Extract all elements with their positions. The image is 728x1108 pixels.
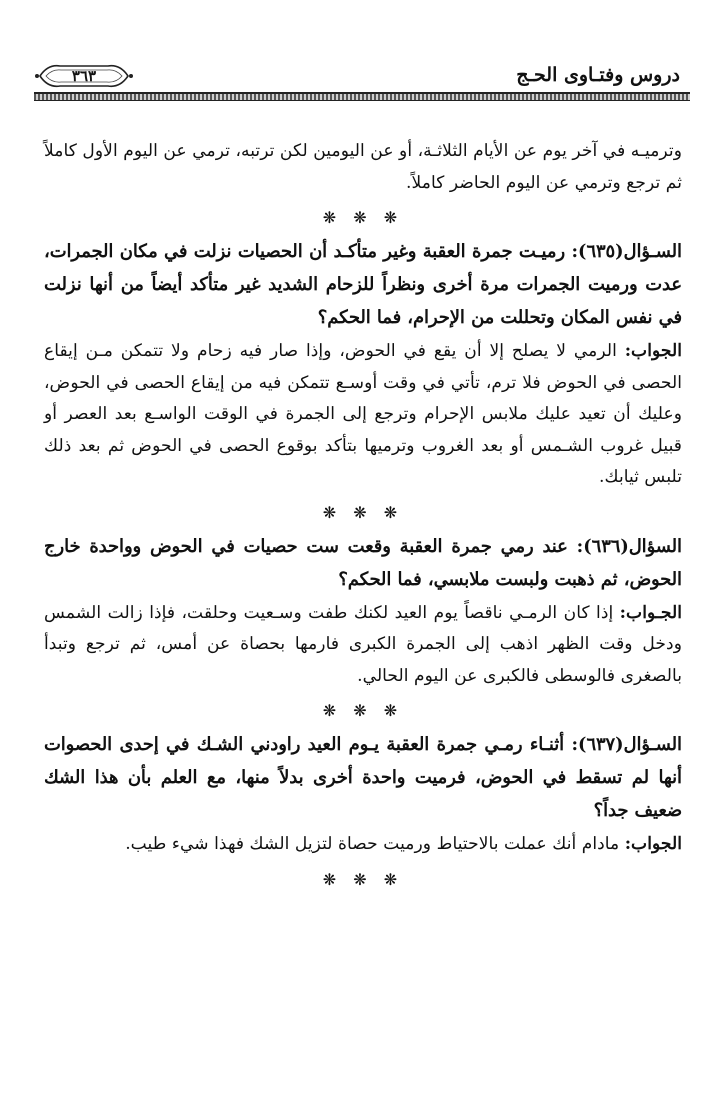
question-637-text: أثنـاء رمـي جمرة العقبة يـوم العيد راودني الشـك في إحدى الحصوات أنها لم تسقط في الحوض، فرميت واحدة أخرى بدلاً منها، مع العلم بأن هذا الشك ضعيف جداً؟ <box>44 734 682 821</box>
answer-635 <box>44 336 682 494</box>
question-635-label: السـؤال(٦٣٥): <box>571 241 682 262</box>
section-separator: ❋ ❋ ❋ <box>322 701 404 720</box>
answer-635-text: الرمي لا يصلح إلا أن يقع في الحوض، وإذا صار فيه زحام ولا تتمكن مـن إيقاع الحصى في الحوض فلا ترم، تأتي في وقت أوسـع تتمكن فيه من إيقاع الحصى في الحوض، وعليك أن تعيد عليك ملابس الإحرام وترجع إلى الجمرة في الوقت الواسـع بعد العصر أو قبيل غروب الشـمس أو بعد الغروب وترميها بتأكد بوقوع الحصى في الحوض ثم بعد ذلك تلبس ثيابك. <box>44 341 682 487</box>
running-header <box>34 58 690 106</box>
header-rule <box>34 92 690 101</box>
answer-636-text: إذا كان الرمـي ناقصاً يوم العيد لكنك طفت وسـعيت وحلقت، فإذا زالت الشمس ودخل وقت الظهر اذهب إلى الجمرة الكبرى فارمها بحصاة عن أمس، ثم ترجع وتبدأ بالصغرى فالوسطى فالكبرى عن اليوم الحالي. <box>44 602 682 686</box>
answer-635-label: الجواب: <box>624 341 682 361</box>
question-635 <box>44 235 682 334</box>
section-separator: ❋ ❋ ❋ <box>322 869 404 889</box>
page-content <box>44 136 682 897</box>
section-separator: ❋ ❋ ❋ <box>322 208 404 227</box>
question-636-text: عند رمي جمرة العقبة وقعت ست حصيات في الحوض وواحدة خارج الحوض، ثم ذهبت ولبست ملابسي، فما الحكم؟ <box>44 535 682 590</box>
question-637 <box>44 728 682 827</box>
question-636-label: السؤال(٦٣٦): <box>576 535 682 557</box>
question-636 <box>44 530 682 596</box>
page-number-frame <box>34 62 134 90</box>
answer-637-label: الجواب: <box>624 834 682 854</box>
answer-637-text: مادام أنك عملت بالاحتياط ورميت حصاة لتزيل الشك فهذا شيء طيب. <box>125 834 625 854</box>
answer-636 <box>44 598 682 693</box>
intro-answer-text: وترميـه في آخر يوم عن الأيام الثلاثـة، أو عن اليومين لكن ترتبه، ترمي عن اليوم الأول كاملاً ثم ترجع وترمي عن اليوم الحاضر كاملاً. <box>44 141 682 193</box>
intro-answer-paragraph <box>44 136 682 199</box>
question-637-label: السـؤال(٦٣٧): <box>571 734 682 755</box>
question-635-text: رميـت جمرة العقبة وغير متأكـد أن الحصيات نزلت في مكان الجمرات، عدت ورميت الجمرات مرة أخرى ونظراً للزحام الشديد غير متأكد أيضاً من أنها نزلت في نفس المكان وتحللت من الإحرام، فما الحكم؟ <box>44 241 682 328</box>
answer-637 <box>44 829 682 861</box>
answer-636-label: الجـواب: <box>619 602 682 623</box>
page-header-title: دروس وفتـاوى الحـج <box>516 64 680 86</box>
section-separator: ❋ ❋ ❋ <box>322 502 404 522</box>
page-number: ٣٦٣ <box>71 67 97 85</box>
